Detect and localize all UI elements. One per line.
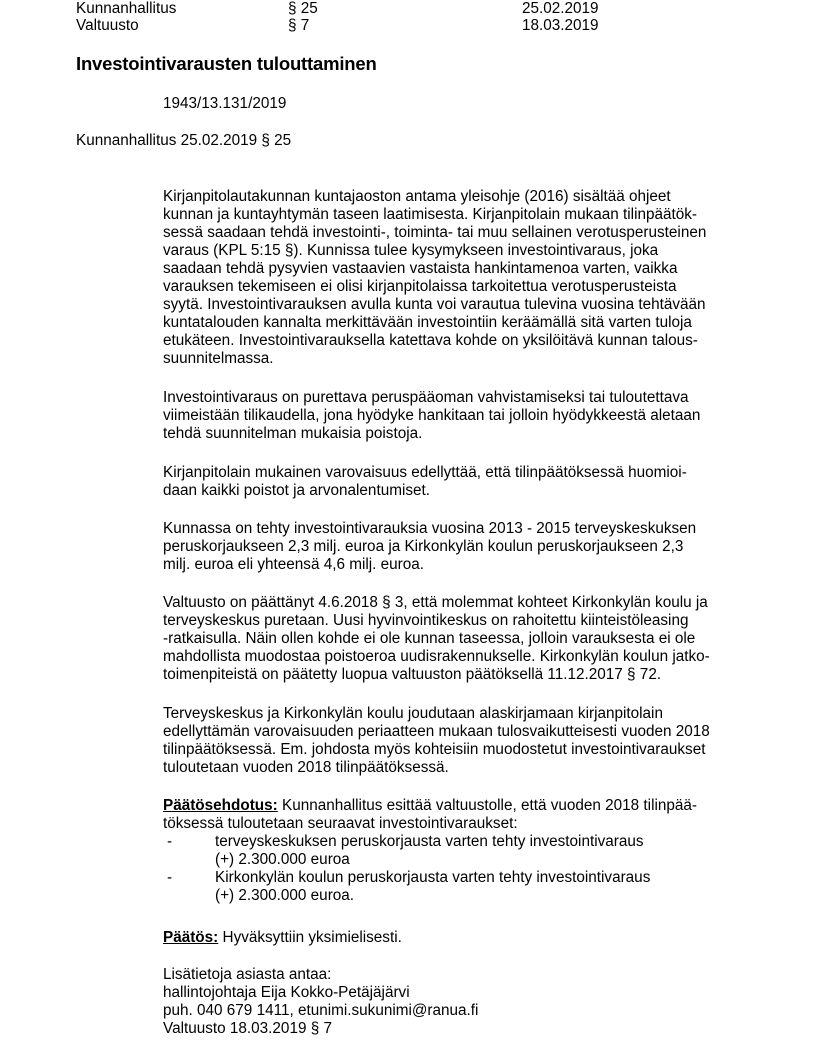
paragraph-6 (163, 705, 743, 777)
proposal-label: Päätösehdotus: (163, 797, 278, 814)
text-line: edellyttämän varovaisuuden periaatteen mukaan tulosvaikutteisesti vuoden 2018 (163, 723, 710, 740)
text-line: tehdä suunnitelman mukaisia poistoja. (163, 425, 423, 442)
text-line: tuloutetaan vuoden 2018 tilinpäätöksessä. (163, 759, 449, 776)
bullet-dash: - (167, 833, 173, 850)
text-line: Kirjanpitolain mukainen varovaisuus edellyttää, että tilinpäätöksessä huomioi- (163, 464, 687, 481)
document-title: Investointivarausten tulouttaminen (76, 53, 377, 74)
text-line: suunnitelmassa. (163, 350, 274, 367)
text-line: kuntatalouden kannalta merkittävään investointiin keräämällä sitä varten tuloja (163, 314, 692, 331)
proposal-item-2 (163, 869, 743, 887)
proposal-item-1 (163, 833, 743, 851)
text-line: daan kaikki poistot ja arvonalentumiset. (163, 482, 430, 499)
decision-proposal (163, 797, 743, 905)
header-row-kunnanhallitus (76, 0, 636, 18)
text-line: Terveyskeskus ja Kirkonkylän koulu joudutaan alaskirjamaan kirjanpitolain (163, 705, 663, 722)
text-line: varaus (KPL 5:15 §). Kunnissa tulee kysymykseen investointivaraus, joka (163, 242, 659, 259)
text-line: -ratkaisulla. Näin ollen kohde ei ole kunnan taseessa, jolloin varauksesta ei ole (163, 630, 696, 647)
text-line: peruskorjaukseen 2,3 milj. euroa ja Kirkonkylän koulun peruskorjaukseen 2,3 (163, 538, 684, 555)
text-line: Investointivaraus on purettava peruspääoman vahvistamiseksi tai tuloutettava (163, 389, 689, 406)
text-line: mahdollista muodostaa poistoeroa uudisrakennukselle. Kirkonkylän koulun jatko- (163, 648, 710, 665)
proposal-text: töksessä tuloutetaan seuraavat investointivaraukset: (163, 815, 518, 832)
header-date: 18.03.2019 (522, 17, 599, 34)
text-line: kunnan ja kuntayhtymän taseen laatimisesta. Kirjanpitolain mukaan tilinpäätök- (163, 206, 697, 223)
text-line: tilinpäätöksessä. Em. johdosta myös kohteisiin muodostetut investointivaraukset (163, 741, 706, 758)
proposal-item-1-amount (163, 851, 743, 869)
item-text: terveyskeskuksen peruskorjausta varten tehty investointivaraus (215, 833, 644, 850)
contact-info (163, 966, 743, 1038)
contact-line: Lisätietoja asiasta antaa: (163, 966, 332, 983)
paragraph-4 (163, 520, 743, 574)
decision-label: Päätös: (163, 929, 219, 946)
text-line: Valtuusto on päättänyt 4.6.2018 § 3, että molemmat kohteet Kirkonkylän koulu ja (163, 594, 708, 611)
decision (163, 929, 743, 947)
meeting-reference: Kunnanhallitus 25.02.2019 § 25 (76, 132, 292, 149)
paragraph-1 (163, 188, 743, 368)
proposal-item-2-amount (163, 887, 743, 905)
header-section: § 7 (288, 17, 310, 34)
text-line: varauksen tekemiseen ei olisi kirjanpitolaissa tarkoitettua verotusperusteista (163, 278, 677, 295)
record-number: 1943/13.131/2019 (163, 95, 287, 112)
text-line: terveyskeskus puretaan. Uusi hyvinvointikeskus on rahoitettu kiinteistöleasing (163, 612, 689, 629)
header-body: Valtuusto (76, 17, 139, 34)
header-date: 25.02.2019 (522, 0, 599, 17)
text-line: saadaan tehdä pysyvien vastaavien vastaista hankintamenoa varten, vaikka (163, 260, 678, 277)
paragraph-3 (163, 464, 743, 500)
header-row-valtuusto (76, 17, 636, 35)
paragraph-2 (163, 389, 743, 443)
contact-line: Valtuusto 18.03.2019 § 7 (163, 1020, 332, 1037)
item-text: Kirkonkylän koulun peruskorjausta varten tehty investointivaraus (215, 869, 651, 886)
decision-text: Hyväksyttiin yksimielisesti. (218, 929, 402, 946)
text-line: milj. euroa eli yhteensä 4,6 milj. euroa. (163, 556, 425, 573)
text-line: syytä. Investointivarauksen avulla kunta voi varautua tulevina vuosina tehtävään (163, 296, 706, 313)
paragraph-5 (163, 594, 743, 684)
item-amount: (+) 2.300.000 euroa (215, 851, 350, 868)
text-line: Kunnassa on tehty investointivarauksia vuosina 2013 - 2015 terveyskeskuksen (163, 520, 697, 537)
text-line: toimenpiteistä on päätetty luopua valtuuston päätöksellä 11.12.2017 § 72. (163, 666, 662, 683)
text-line: Kirjanpitolautakunnan kuntajaoston antama yleisohje (2016) sisältää ohjeet (163, 188, 671, 205)
text-line: sessä saadaan tehdä investointi-, toiminta- tai muu sellainen verotusperusteinen (163, 224, 707, 241)
header-body: Kunnanhallitus (76, 0, 177, 17)
item-amount: (+) 2.300.000 euroa. (215, 887, 355, 904)
proposal-text: Kunnanhallitus esittää valtuustolle, että vuoden 2018 tilinpää- (277, 797, 698, 814)
header-section: § 25 (288, 0, 318, 17)
contact-line: puh. 040 679 1411, etunimi.sukunimi@ranua.fi (163, 1002, 479, 1019)
text-line: etukäteen. Investointivarauksella katettava kohde on yksilöitävä kunnan talous- (163, 332, 698, 349)
bullet-dash: - (167, 869, 173, 886)
contact-line: hallintojohtaja Eija Kokko-Petäjäjärvi (163, 984, 410, 1001)
text-line: viimeistään tilikaudella, jona hyödyke hankitaan tai jolloin hyödykkeestä aletaan (163, 407, 701, 424)
